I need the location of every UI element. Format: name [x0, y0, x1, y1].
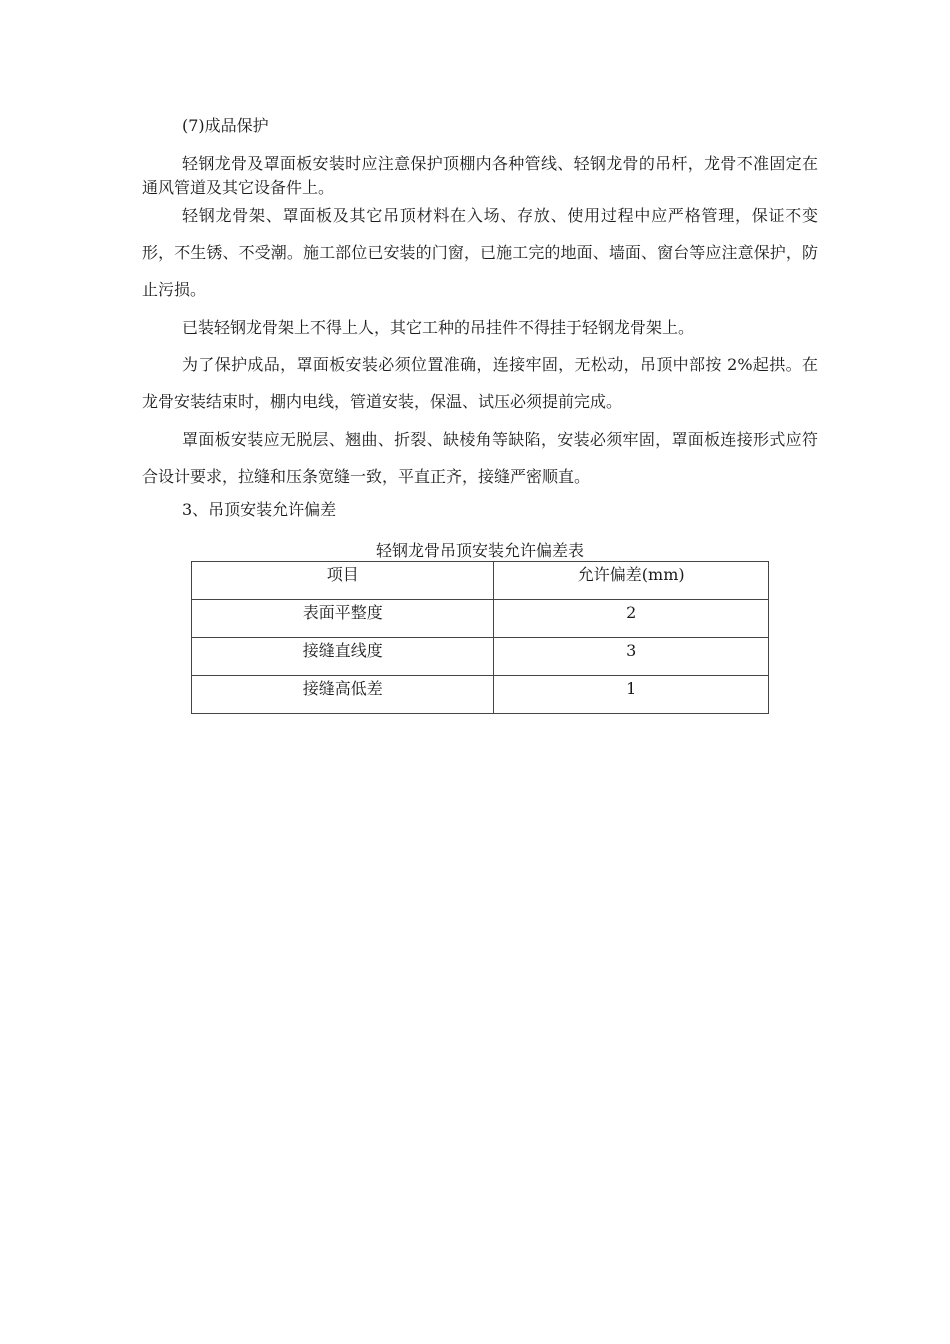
- tolerance-table: [191, 561, 769, 714]
- row-tolerance: 2: [494, 600, 769, 638]
- header-item: 项目: [192, 562, 494, 600]
- row-item: 接缝高低差: [192, 676, 494, 714]
- row-tolerance: 1: [494, 676, 769, 714]
- row-item: 表面平整度: [192, 600, 494, 638]
- paragraph-1: 轻钢龙骨及罩面板安装时应注意保护顶棚内各种管线、轻钢龙骨的吊杆，龙骨不准固定在通风管道及其它设备件上。: [142, 154, 818, 197]
- header-tolerance: 允许偏差(mm): [494, 562, 769, 600]
- section-title: 3、吊顶安装允许偏差: [182, 500, 337, 519]
- table-row: [192, 638, 769, 676]
- paragraph-4: 为了保护成品，罩面板安装必须位置准确，连接牢固，无松动，吊顶中部按 2%起拱。在龙骨安装结束时，棚内电线，管道安装，保温、试压必须提前完成。: [142, 355, 818, 411]
- paragraph-5: 罩面板安装应无脱层、翘曲、折裂、缺棱角等缺陷，安装必须牢固，罩面板连接形式应符合设计要求，拉缝和压条宽缝一致，平直正齐，接缝严密顺直。: [142, 430, 818, 486]
- paragraph-3: 已装轻钢龙骨架上不得上人，其它工种的吊挂件不得挂于轻钢龙骨架上。: [182, 318, 695, 337]
- subsection-heading: (7)成品保护: [182, 116, 269, 135]
- row-tolerance: 3: [494, 638, 769, 676]
- paragraph-2: 轻钢龙骨架、罩面板及其它吊顶材料在入场、存放、使用过程中应严格管理，保证不变形，不生锈、不受潮。施工部位已安装的门窗，已施工完的地面、墙面、窗台等应注意保护，防止污损。: [142, 206, 818, 299]
- table-row: [192, 600, 769, 638]
- table-caption: 轻钢龙骨吊顶安装允许偏差表: [375, 541, 584, 560]
- table-row: [192, 676, 769, 714]
- table-header-row: [192, 562, 769, 600]
- row-item: 接缝直线度: [192, 638, 494, 676]
